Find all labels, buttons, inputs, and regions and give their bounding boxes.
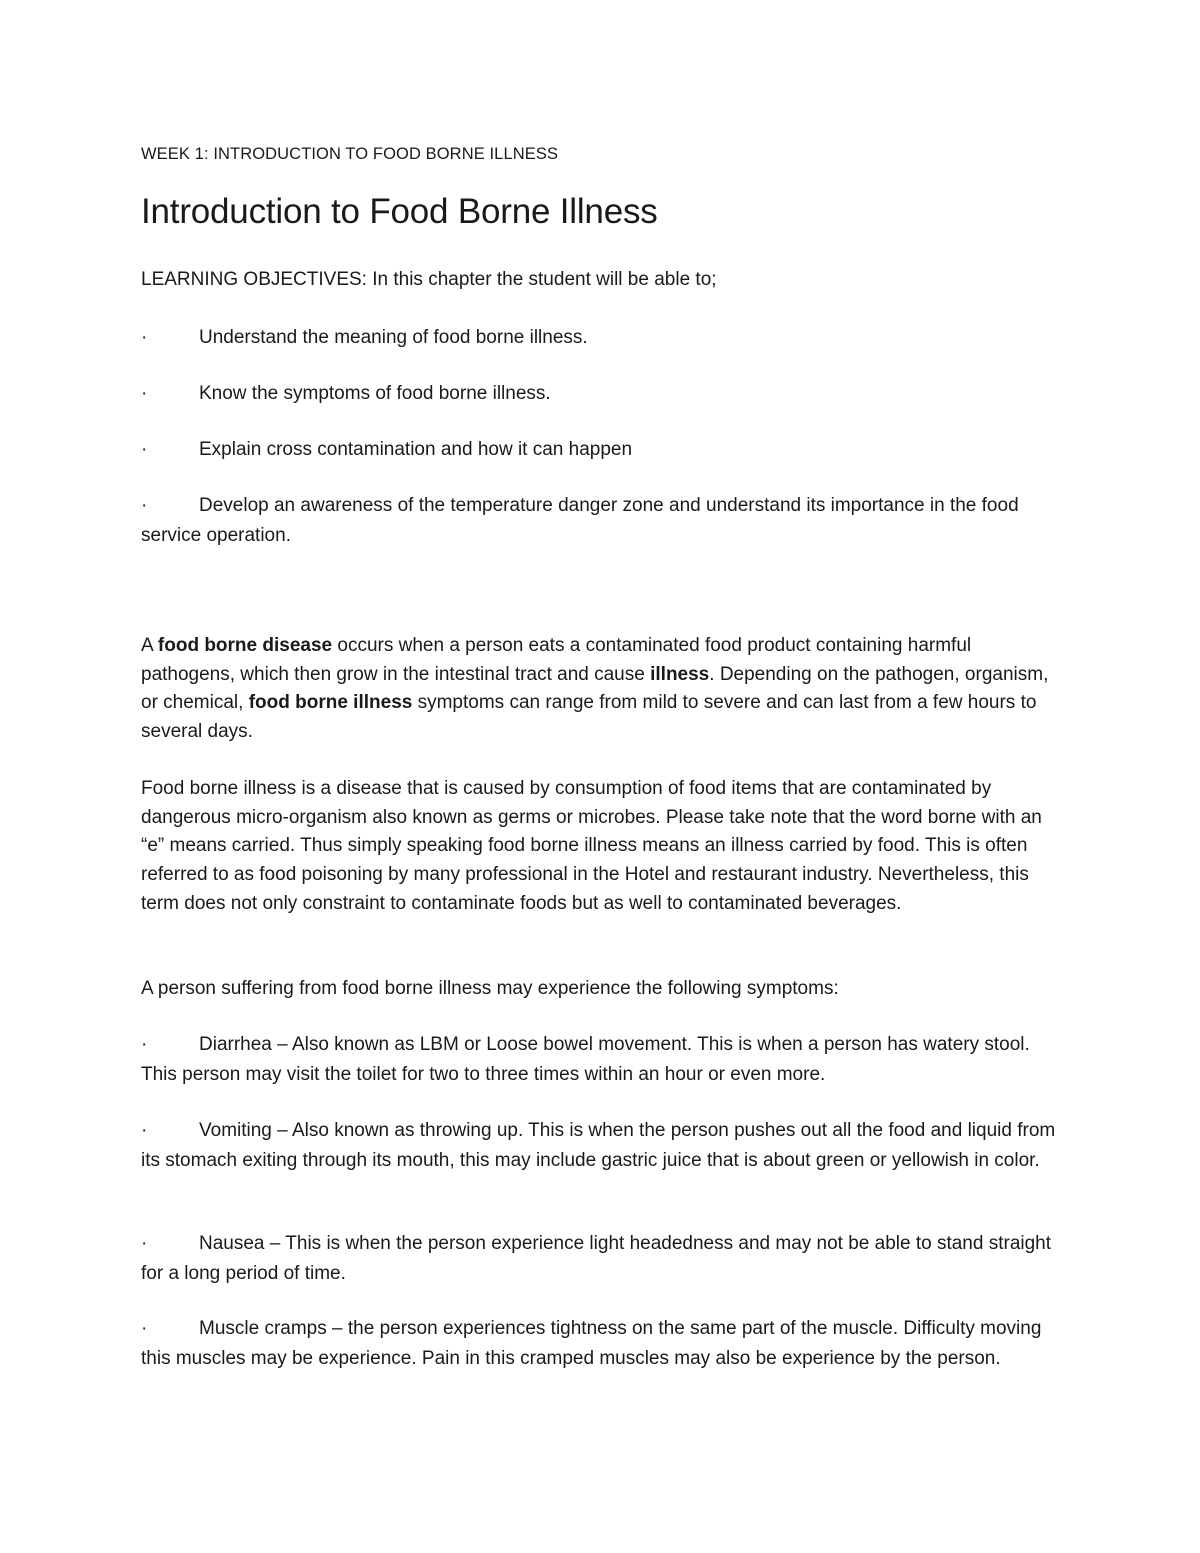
- definition-text: occurs when a person eats a contaminated food product containing harmful pathogens, which then grow in the intestinal tract and cause: [141, 635, 972, 685]
- bullet-icon: ·: [141, 1318, 148, 1339]
- bullet-icon: ·: [141, 327, 148, 348]
- objective-text: Know the symptoms of food borne illness.: [199, 383, 551, 404]
- symptom-item: [141, 1030, 1066, 1089]
- symptom-text: Diarrhea – Also known as LBM or Loose bowel movement. This is when a person has watery stool. This person may visit the toilet for two to three times within an hour or even more.: [141, 1034, 1030, 1085]
- symptoms-intro: A person suffering from food borne illness may experience the following symptoms:: [141, 978, 839, 999]
- bullet-icon: ·: [141, 383, 148, 404]
- objective-item: [141, 379, 1066, 409]
- page-title: Introduction to Food Borne Illness: [141, 192, 658, 231]
- definition-bold-term: illness: [650, 663, 710, 685]
- symptom-text: Vomiting – Also known as throwing up. This is when the person pushes out all the food and liquid from its stomach exiting through its mouth, this may include gastric juice that is about green or yellowish in color.: [141, 1120, 1056, 1171]
- objective-item: [141, 491, 1066, 550]
- symptom-item: [141, 1229, 1066, 1288]
- bullet-icon: ·: [141, 1120, 148, 1141]
- bullet-icon: ·: [141, 1034, 148, 1055]
- bullet-icon: ·: [141, 439, 148, 460]
- objective-text: Develop an awareness of the temperature danger zone and understand its importance in the food service operation.: [141, 495, 1019, 546]
- definition-text: . Depending on the pathogen, organism, or chemical,: [141, 663, 1049, 714]
- objective-text: Understand the meaning of food borne illness.: [199, 327, 588, 348]
- definition-text: A: [141, 635, 158, 656]
- definition-bold-term: food borne illness: [248, 692, 413, 714]
- learning-objectives-intro: LEARNING OBJECTIVES: In this chapter the student will be able to;: [141, 269, 717, 290]
- symptom-item: [141, 1314, 1066, 1373]
- week-heading: WEEK 1: INTRODUCTION TO FOOD BORNE ILLNESS: [141, 145, 559, 163]
- explanation-paragraph: Food borne illness is a disease that is caused by consumption of food items that are contaminated by dangerous micro-organism also known as germs or microbes. Please take note that the word borne with an “e” means carried. Thus simply speaking food borne illness means an illness carried by food. This is often referred to as food poisoning by many professional in the Hotel and restaurant industry. Nevertheless, this term does not only constraint to contaminate foods but as well to contaminated beverages.: [141, 778, 1042, 914]
- objective-text: Explain cross contamination and how it can happen: [199, 439, 633, 460]
- symptom-item: [141, 1116, 1066, 1175]
- definition-text: symptoms can range from mild to severe and can last from a few hours to several days.: [141, 692, 1037, 743]
- definition-paragraph: [141, 632, 1066, 747]
- bullet-icon: ·: [141, 495, 148, 516]
- symptom-text: Nausea – This is when the person experience light headedness and may not be able to stand straight for a long period of time.: [141, 1233, 1052, 1284]
- symptom-text: Muscle cramps – the person experiences tightness on the same part of the muscle. Difficulty moving this muscles may be experience. Pain in this cramped muscles may also be experience by the person.: [141, 1318, 1042, 1369]
- objective-item: [141, 435, 1066, 465]
- objective-item: [141, 323, 1066, 353]
- definition-bold-term: food borne disease: [157, 635, 333, 656]
- bullet-icon: ·: [141, 1233, 148, 1254]
